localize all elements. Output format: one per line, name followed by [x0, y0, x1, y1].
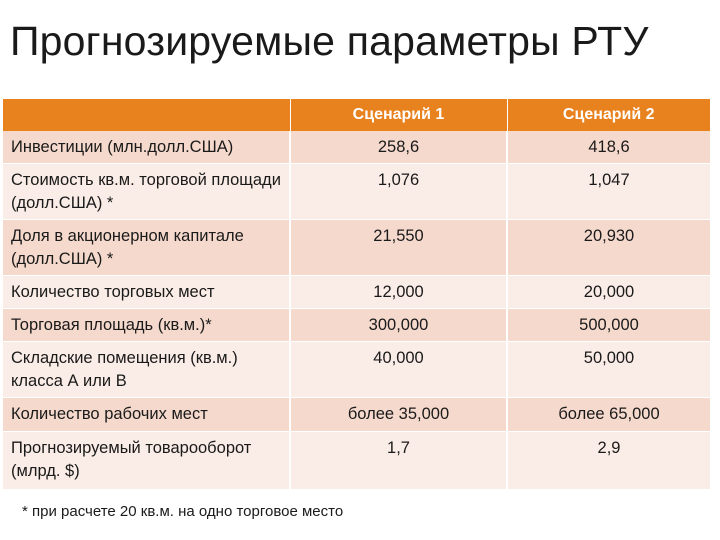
parameters-table: [3, 99, 710, 490]
row-label: Складские помещения (кв.м.) класса А или В: [3, 342, 290, 398]
row-label: Торговая площадь (кв.м.)*: [3, 309, 290, 342]
scenario-1-value: 300,000: [290, 309, 507, 342]
row-label: Инвестиции (млн.долл.США): [3, 131, 290, 164]
header-empty: [3, 99, 290, 131]
scenario-1-value: более 35,000: [290, 398, 507, 432]
scenario-1-value: 1,076: [290, 164, 507, 220]
header-scenario-2: Сценарий 2: [507, 99, 710, 131]
scenario-2-value: 2,9: [507, 432, 710, 490]
table-row: [3, 220, 710, 276]
scenario-2-value: 20,000: [507, 276, 710, 309]
scenario-1-value: 21,550: [290, 220, 507, 276]
table-row: [3, 432, 710, 490]
row-label: Прогнозируемый товарооборот (млрд. $): [3, 432, 290, 490]
scenario-2-value: 500,000: [507, 309, 710, 342]
table-row: [3, 398, 710, 432]
row-label: Доля в акционерном капитале (долл.США) *: [3, 220, 290, 276]
page-title: Прогнозируемые параметры РТУ: [10, 18, 649, 64]
scenario-2-value: 20,930: [507, 220, 710, 276]
table-row: [3, 276, 710, 309]
scenario-1-value: 258,6: [290, 131, 507, 164]
scenario-2-value: 1,047: [507, 164, 710, 220]
scenario-1-value: 1,7: [290, 432, 507, 490]
table-header-row: [3, 99, 710, 131]
row-label: Количество торговых мест: [3, 276, 290, 309]
row-label: Стоимость кв.м. торговой площади (долл.США) *: [3, 164, 290, 220]
scenario-2-value: 418,6: [507, 131, 710, 164]
table-row: [3, 131, 710, 164]
header-scenario-1: Сценарий 1: [290, 99, 507, 131]
scenario-1-value: 40,000: [290, 342, 507, 398]
scenario-1-value: 12,000: [290, 276, 507, 309]
row-label: Количество рабочих мест: [3, 398, 290, 432]
scenario-2-value: более 65,000: [507, 398, 710, 432]
footnote: * при расчете 20 кв.м. на одно торговое место: [22, 503, 344, 520]
table-row: [3, 309, 710, 342]
scenario-2-value: 50,000: [507, 342, 710, 398]
table-row: [3, 342, 710, 398]
table-row: [3, 164, 710, 220]
